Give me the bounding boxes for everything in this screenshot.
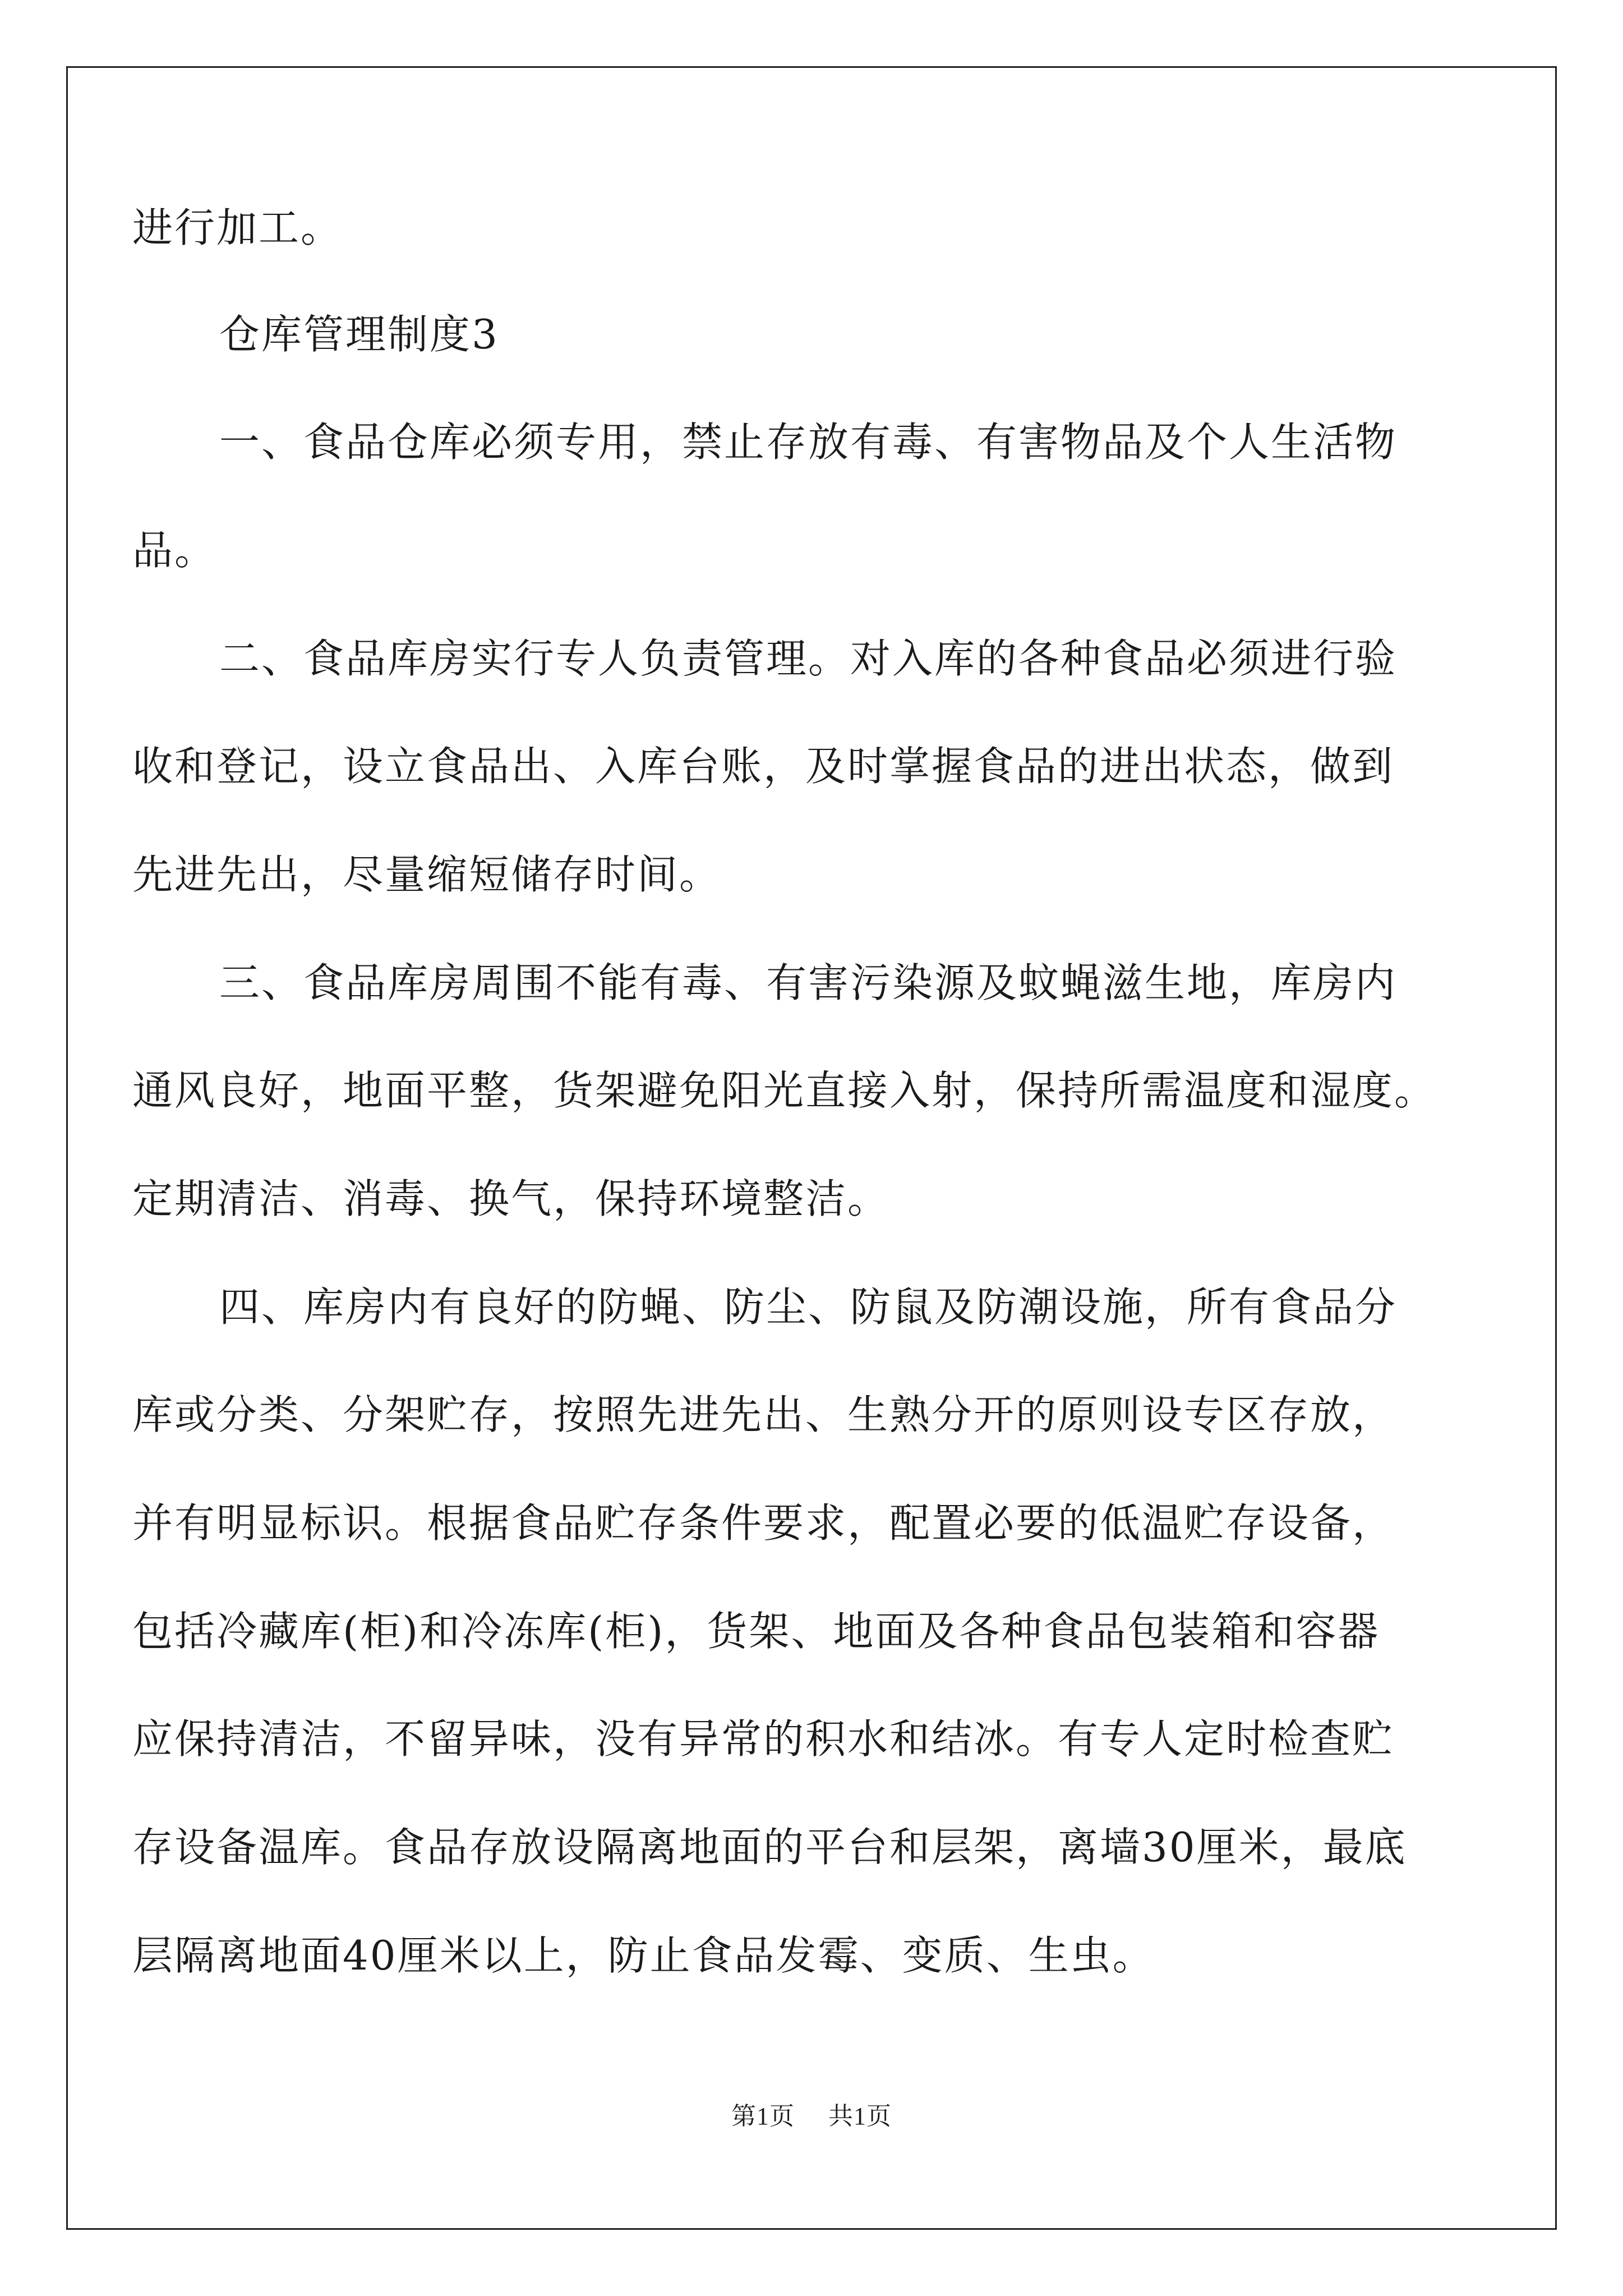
text-line: 一、食品仓库必须专用，禁止存放有毒、有害物品及个人生活物 xyxy=(219,418,1398,466)
section-heading: 仓库管理制度3 xyxy=(219,311,499,358)
text-line: 层隔离地面40厘米以上，防止食品发霉、变质、生虫。 xyxy=(132,1932,1155,1979)
page-number-total: 共1页 xyxy=(828,2102,892,2130)
text-line: 进行加工。 xyxy=(132,204,343,251)
text-line: 包括冷藏库(柜)和冷冻库(柜)，货架、地面及各种食品包装箱和容器 xyxy=(132,1608,1380,1655)
text-line: 存设备温库。食品存放设隔离地面的平台和层架，离墙30厘米，最底 xyxy=(132,1824,1407,1871)
text-line: 通风良好，地面平整，货架避免阳光直接入射，保持所需温度和湿度。 xyxy=(132,1067,1437,1114)
text-line: 品。 xyxy=(132,527,217,574)
text-line: 三、食品库房周围不能有毒、有害污染源及蚊蝇滋生地，库房内 xyxy=(219,959,1398,1006)
page-border xyxy=(66,66,1557,2230)
text-line: 四、库房内有良好的防蝇、防尘、防鼠及防潮设施，所有食品分 xyxy=(219,1283,1398,1331)
text-line: 并有明显标识。根据食品贮存条件要求，配置必要的低温贮存设备， xyxy=(132,1499,1395,1547)
text-line: 定期清洁、消毒、换气，保持环境整洁。 xyxy=(132,1175,890,1222)
text-line: 收和登记，设立食品出、入库台账，及时掌握食品的进出状态，做到 xyxy=(132,743,1395,790)
page-footer xyxy=(0,2096,1623,2132)
text-line: 先进先出，尽量缩短储存时间。 xyxy=(132,851,722,898)
text-line: 应保持清洁，不留异味，没有异常的积水和结冰。有专人定时检查贮 xyxy=(132,1715,1395,1763)
page-number-current: 第1页 xyxy=(731,2102,795,2130)
text-line: 库或分类、分架贮存，按照先进先出、生熟分开的原则设专区存放， xyxy=(132,1391,1395,1438)
text-line: 二、食品库房实行专人负责管理。对入库的各种食品必须进行验 xyxy=(219,635,1398,682)
